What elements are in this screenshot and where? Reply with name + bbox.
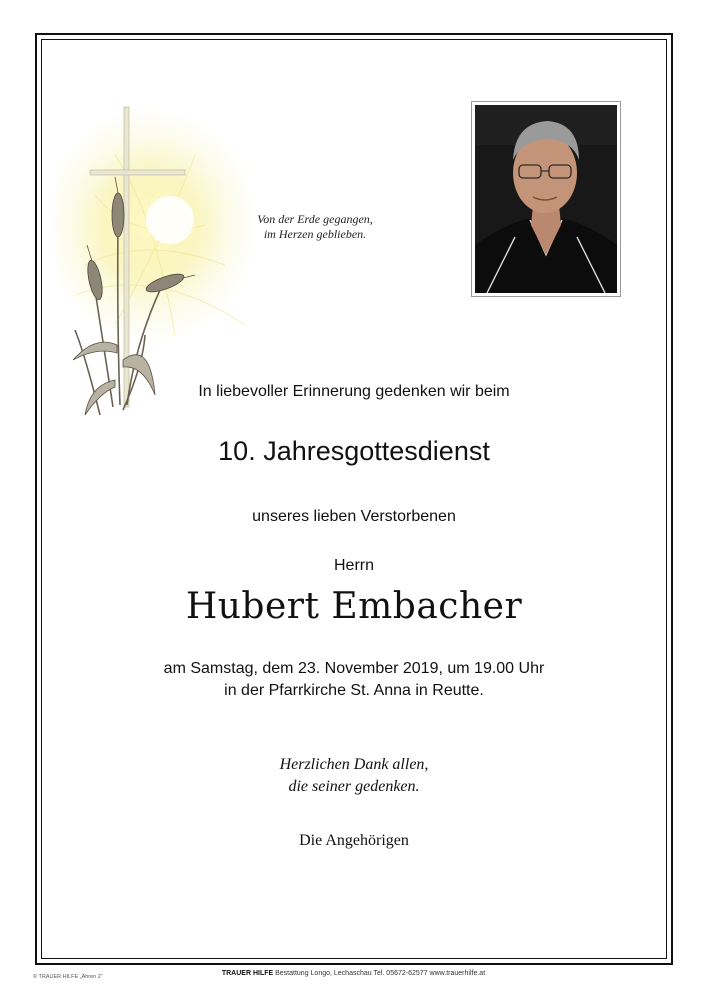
salutation: Herrn [333,557,374,574]
relation-text: unseres lieben Verstorbenen [252,508,456,525]
thanks-text [41,754,667,798]
deceased-name: Hubert Embacher [185,586,523,627]
details-line-1: am Samstag, dem 23. November 2019, um 19.00 Uhr [163,660,545,677]
details-line-2: in der Pfarrkirche St. Anna in Reutte. [224,682,484,699]
footer-info [0,970,707,977]
event-title: 10. Jahresgottesdienst [218,436,490,466]
portrait-photo [475,105,617,293]
footer-contact: Bestattung Longo, Lechaschau Tel. 05672-62577 www.trauerhilfe.at [275,970,486,977]
service-details [41,658,667,702]
quote-line-2: im Herzen geblieben. [263,227,367,241]
signature: Die Angehörigen [299,832,409,849]
copyright-note: © TRAUER HILFE „Ähren 2“ [33,974,103,980]
quote-line-1: Von der Erde gegangen, [257,212,373,226]
quote [240,212,390,242]
thanks-line-2: die seiner gedenken. [288,778,420,795]
footer-brand: TRAUER HILFE [221,970,274,977]
intro-text: In liebevoller Erinnerung gedenken wir beim [198,383,510,400]
thanks-line-1: Herzlichen Dank allen, [279,756,429,773]
